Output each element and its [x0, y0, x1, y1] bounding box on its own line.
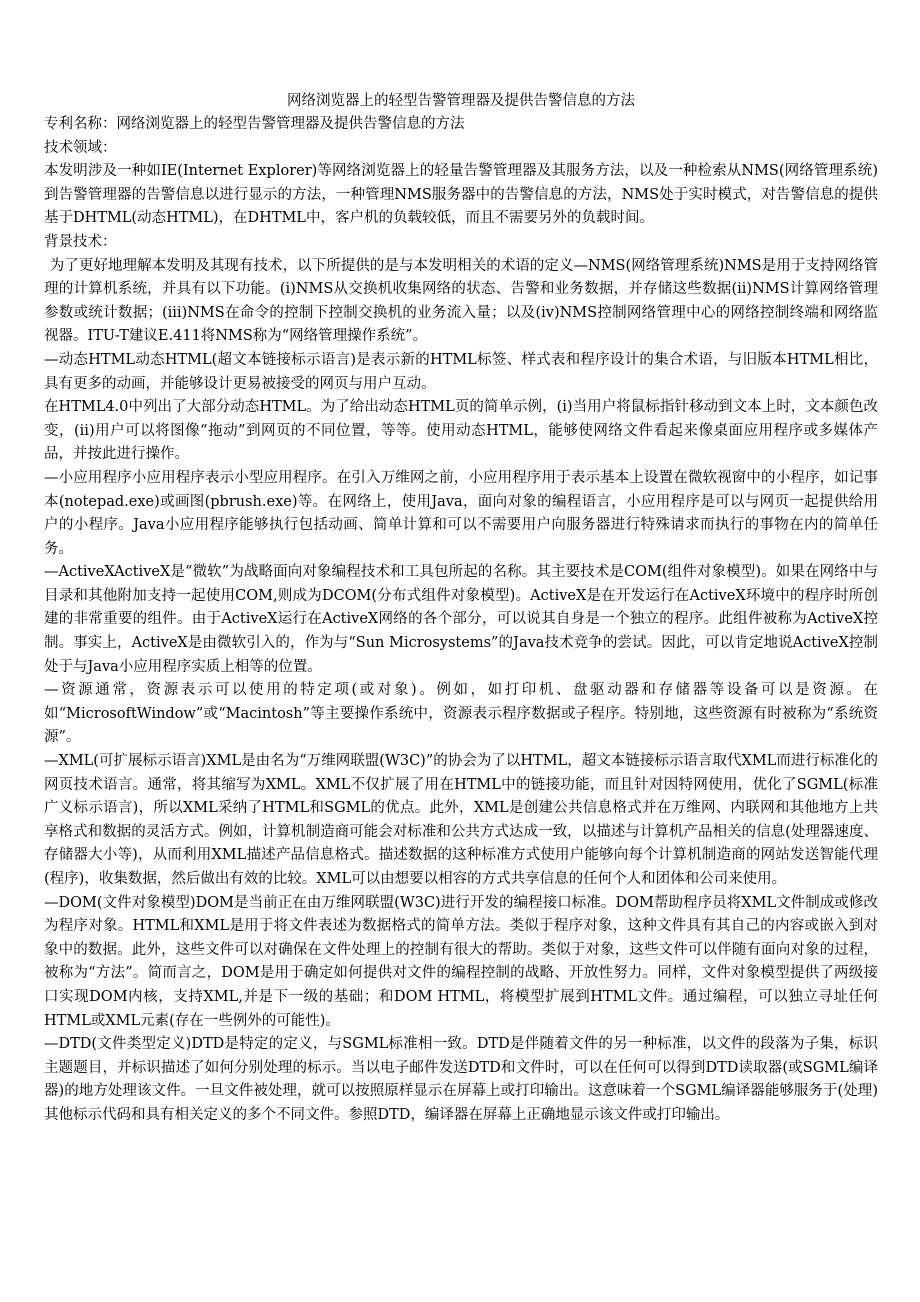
- paragraph-nms: 为了更好地理解本发明及其现有技术，以下所提供的是与本发明相关的术语的定义—NMS(网络管理系统)NMS是用于支持网络管理的计算机系统，并具有以下功能。(i)NMS从交换机收集网络的状态、告警和业务数据，并存储这些数据(ii)NMS计算网络管理参数或统计数据；(iii)NMS在命令的控制下控制交换机的业务流入量；以及(iv)NMS控制网络管理中心的网络控制终端和网络监视器。ITU-T建议E.411将NMS称为“网络管理操作系统”。: [44, 257, 878, 345]
- paragraph-html4: 在HTML4.0中列出了大部分动态HTML。为了给出动态HTML页的简单示例，(i)当用户将鼠标指针移动到文本上时，文本颜色改变，(ii)用户可以将图像“拖动”到网页的不同位置，等等。使用动态HTML，能够使网络文件看起来像桌面应用程序或多媒体产品，并按此进行操作。: [44, 399, 878, 463]
- document-title: 网络浏览器上的轻型告警管理器及提供告警信息的方法: [287, 93, 635, 109]
- document-page: [44, 89, 878, 1128]
- field-heading: 技术领域：: [44, 139, 117, 156]
- paragraph-dom: —DOM(文件对象模型)DOM是当前正在由万维网联盟(W3C)进行开发的编程接口标准。DOM帮助程序员将XML文件制成或修改为程序对象。HTML和XML是用于将文件表述为数据格式的简单方法。类似于程序对象，这种文件具有其自己的内容或嵌入到对象中的数据。此外，这些文件可以对确保在文件处理上的控制有很大的帮助。类似于对象，这些文件可以伴随有面向对象的过程，被称为“方法”。简而言之，DOM是用于确定如何提供对文件的编程控制的战略、开放性努力。同样，文件对象模型提供了两级接口实现DOM内核，支持XML,并是下一级的基础；和DOM HTML，将模型扩展到HTML文件。通过编程，可以独立寻址任何HTML或XML元素(存在一些例外的可能性)。: [44, 894, 878, 1029]
- paragraph-activex: —ActiveXActiveX是“微软”为战略面向对象编程技术和工具包所起的名称。其主要技术是COM(组件对象模型)。如果在网络中与目录和其他附加支持一起使用COM,则成为DCOM(分布式组件对象模型)。ActiveX是在开发运行在ActiveX环境中的程序时所创建的非常重要的组件。由于ActiveX运行在ActiveX网络的各个部分，可以说其自身是一个独立的程序。此组件被称为ActiveX控制。事实上，ActiveX是由微软引入的，作为与“Sun Microsystems”的Java技术竞争的尝试。因此，可以肯定地说ActiveX控制处于与Java小应用程序实质上相等的位置。: [44, 564, 878, 675]
- paragraph-dtd: —DTD(文件类型定义)DTD是特定的定义，与SGML标准相一致。DTD是伴随着文件的另一种标准，以文件的段落为子集，标识主题题目，并标识描述了如何分别处理的标示。当以电子邮件发送DTD和文件时，可以在任何可以得到DTD读取器(或SGML编译器)的地方处理该文件。一旦文件被处理，就可以按照原样显示在屏幕上或打印输出。这意味着一个SGML编译器能够服务于(处理)其他标示代码和具有相关定义的多个不同文件。参照DTD，编译器在屏幕上正确地显示该文件或打印输出。: [44, 1036, 878, 1123]
- paragraph-resource: —资源通常，资源表示可以使用的特定项(或对象)。例如，如打印机、盘驱动器和存储器等设备可以是资源。在如“MicrosoftWindow”或“Macintosh”等主要操作系统中，资源表示程序数据或子程序。特别地，这些资源有时被称为“系统资源”。: [44, 682, 878, 746]
- paragraph-applet: —小应用程序小应用程序表示小型应用程序。在引入万维网之前，小应用程序用于表示基本上设置在微软视窗中的小程序，如记事本(notepad.exe)或画图(pbrush.exe)等。在网络上，使用Java，面向对象的编程语言，小应用程序是可以与网页一起提供给用户的小程序。Java小应用程序能够执行包括动画、简单计算和可以不需要用户向服务器进行特殊请求而执行的事物在内的简单任务。: [44, 469, 878, 557]
- field-paragraph: 本发明涉及一种如IE(Internet Explorer)等网络浏览器上的轻量告警管理器及其服务方法，以及一种检索从NMS(网络管理系统)到告警管理器的告警信息以进行显示的方法，一种管理NMS服务器中的告警信息的方法，NMS处于实时模式，对告警信息的提供基于DHTML(动态HTML)，在DHTML中，客户机的负载较低，而且不需要另外的负载时间。: [44, 163, 878, 227]
- paragraph-dhtml: —动态HTML动态HTML(超文本链接标示语言)是表示新的HTML标签、样式表和程序设计的集合术语，与旧版本HTML相比，具有更多的动画，并能够设计更易被接受的网页与用户互动。: [44, 351, 878, 392]
- patent-name: 专利名称：网络浏览器上的轻型告警管理器及提供告警信息的方法: [44, 116, 465, 132]
- background-heading: 背景技术：: [44, 233, 117, 250]
- paragraph-xml: —XML(可扩展标示语言)XML是由名为“万维网联盟(W3C)”的协会为了以HTML，超文本链接标示语言取代XML而进行标准化的网页技术语言。通常，将其缩写为XML。XML不仅扩展了用在HTML中的链接功能，而且针对因特网使用，优化了SGML(标准广义标示语言)，所以XML采纳了HTML和SGML的优点。此外，XML是创建公共信息格式并在万维网、内联网和其他地方上共享格式和数据的灵活方式。例如，计算机制造商可能会对标准和公共方式达成一致，以描述与计算机产品相关的信息(处理器速度、存储器大小等)，从而利用XML描述产品信息格式。描述数据的这种标准方式使用户能够向每个计算机制造商的网站发送智能代理(程序)，收集数据，然后做出有效的比较。XML可以由想要以相容的方式共享信息的任何个人和团体和公司来使用。: [44, 753, 878, 887]
